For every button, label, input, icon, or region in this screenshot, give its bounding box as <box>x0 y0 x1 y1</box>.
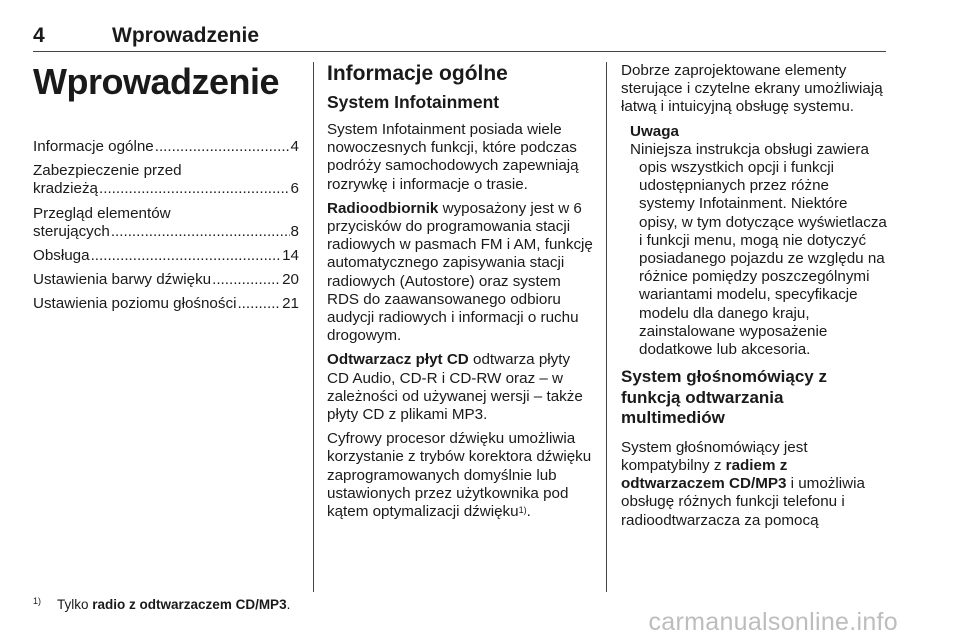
toc-entry-text: Informacje ogólne <box>33 138 154 155</box>
note-first-line: Niniejsza instrukcja obsługi zawiera <box>630 140 869 158</box>
note-title: Uwaga <box>630 122 679 140</box>
running-title: Wprowadzenie <box>112 24 260 47</box>
toc-entry[interactable] <box>33 162 299 198</box>
term-radio-cd: radiem z odtwarzaczem CD/MP3 <box>621 456 788 493</box>
paragraph-dsp: Cyfrowy procesor dźwięku umożliwia korzystanie z trybów korektora dźwięku zaprogramowanych domyślnie lub ustawionych przez użytkownika pod kątem optymalizacji dźwięku$^{1)}$. <box>327 430 592 521</box>
page-number: 4 <box>33 24 45 47</box>
paragraph-cd: Odtwarzacz płyt CD odtwarza płyty CD Audio, CD-R i CD-RW oraz – w zależności od używanej wersji – także płyty CD z plikami MP3. <box>327 351 583 424</box>
toc-leader-dots <box>212 271 281 289</box>
toc-leader-dots <box>111 223 290 241</box>
toc-list <box>33 138 299 314</box>
toc-entry[interactable] <box>33 271 299 289</box>
toc-entry-text: kradzieżą <box>33 180 98 198</box>
toc-column <box>33 62 299 320</box>
toc-page-number: 21 <box>282 295 299 313</box>
section-title: Informacje ogólne <box>327 62 508 85</box>
toc-leader-dots <box>155 138 290 156</box>
content-column-3 <box>621 62 887 536</box>
paragraph-radio: Radioodbiornik wyposażony jest w 6 przycisków do programowania stacji radiowych w pasmach FM i AM, funkcję automatycznego zapisywania stacji radiowych (Autostore) oraz system RDS do zaawansowanego odbioru audycji radiowych i informacji o ruchu drogowym. <box>327 199 593 345</box>
footnote-mark: 1) <box>33 596 42 606</box>
column-divider-1 <box>313 62 314 592</box>
paragraph-controls: Dobrze zaprojektowane elementy sterujące i czytelne ekrany umożliwiają łatwą i intuicyjną obsługę systemu. <box>621 62 883 116</box>
toc-page-number: 4 <box>290 138 299 155</box>
toc-page-number: 6 <box>290 180 299 198</box>
paragraph-handsfree: System głośnomówiący jest kompatybilny z radiem z odtwarzaczem CD/MP3 i umożliwia obsługę różnych funkcji telefonu i radioodtwarzacza za pomocą <box>621 438 865 529</box>
toc-entry[interactable] <box>33 295 299 313</box>
footnote-ref: 1) <box>518 505 527 516</box>
note-text: opis wszystkich opcji i funkcji udostępnianych przez różne systemy Infotainment. Niektóre opisy, w tym dotyczące wyświetlacza i funkcji menu, mogą nie dotyczyć posiadanego pojazdu ze względu na różnice pomiędzy poszczególnymi wariantami modelu, specyfikacje modelu dla danego kraju, zainstalowane wyposażenie dodatkowe lub akcesoria. <box>639 159 887 359</box>
content-column-2 <box>327 62 593 527</box>
toc-page-number: 20 <box>282 271 299 289</box>
note-box <box>630 123 887 360</box>
term-radio: Radioodbiornik <box>327 199 439 217</box>
toc-entry-text: Ustawienia barwy dźwięku <box>33 271 212 289</box>
toc-entry-text: Przegląd elementów <box>33 204 171 222</box>
toc-entry-text: sterujących <box>33 222 110 240</box>
toc-entry[interactable] <box>33 138 299 156</box>
toc-entry[interactable] <box>33 247 299 265</box>
toc-page-number: 14 <box>282 247 299 265</box>
subsection-title: System Infotainment <box>327 92 500 112</box>
toc-leader-dots <box>237 295 281 313</box>
toc-leader-dots <box>91 247 282 265</box>
term-cd-player: Odtwarzacz płyt CD <box>327 351 469 369</box>
toc-leader-dots <box>99 180 290 198</box>
footnote: $^{1)}$ Tylko radio z odtwarzaczem CD/MP3. <box>33 596 291 612</box>
paragraph-intro: System Infotainment posiada wiele nowoczesnych funkcji, które podczas podróży samochodowych zapewniają rozrywkę i informacje o trasie. <box>327 121 579 193</box>
toc-entry-text: Ustawienia poziomu głośności <box>33 295 237 313</box>
column-divider-2 <box>606 62 607 592</box>
chapter-title: Wprowadzenie <box>33 61 280 102</box>
toc-entry-text: Obsługa <box>33 247 90 265</box>
toc-page-number: 8 <box>290 222 299 240</box>
watermark: carmanualsonline.info <box>648 608 898 636</box>
subsection-title-handsfree: System głośnomówiący z funkcją odtwarzania multimediów <box>621 367 827 428</box>
toc-entry-text: Zabezpieczenie przed <box>33 162 182 180</box>
header-divider <box>33 51 886 52</box>
toc-entry[interactable] <box>33 205 299 241</box>
